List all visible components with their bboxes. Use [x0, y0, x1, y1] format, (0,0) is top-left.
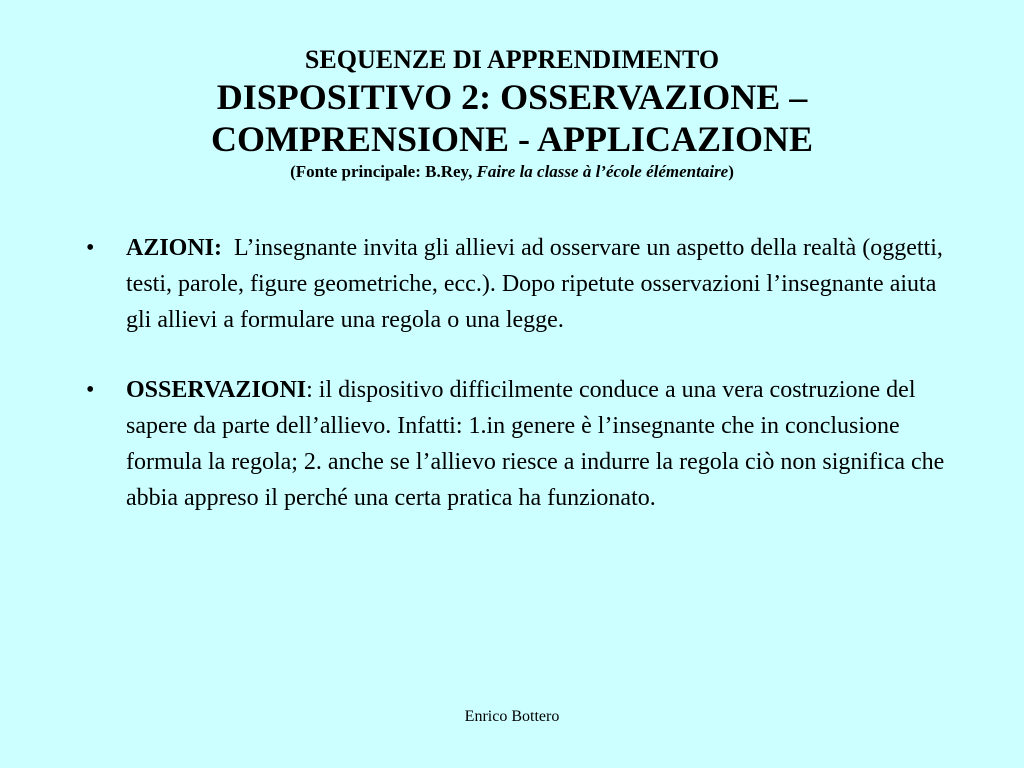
title-line-1: SEQUENZE DI APPRENDIMENTO	[304, 45, 720, 74]
bullet-text: : il dispositivo difficilmente conduce a una vera costruzione del sapere da parte dell’allievo. Infatti: 1.in genere è l’insegnante che in conclusione formula la regola; 2. anche se l’allievo riesce a indurre la regola ciò non significa che abbia appreso il perché una certa pratica ha funzionato.	[126, 377, 945, 511]
bullet-item-azioni	[86, 230, 946, 338]
source-citation	[60, 160, 964, 184]
bullet-item-osservazioni	[86, 372, 946, 516]
bullet-list	[86, 230, 946, 550]
source-book-title: Faire la classe à l’école élémentaire	[476, 162, 729, 181]
slide-title	[60, 44, 964, 184]
bullet-icon: •	[86, 377, 95, 403]
bullet-term: AZIONI:	[126, 235, 223, 261]
title-line-3: COMPRENSIONE - APPLICAZIONE	[210, 119, 814, 159]
footer-author: Enrico Bottero	[464, 708, 560, 725]
source-suffix: )	[728, 162, 734, 181]
source-prefix: (Fonte principale: B.Rey,	[290, 162, 473, 181]
bullet-icon: •	[86, 235, 95, 261]
bullet-text: L’insegnante invita gli allievi ad osservare un aspetto della realtà (oggetti, testi, parole, figure geometriche, ecc.). Dopo ripetute osservazioni l’insegnante aiuta gli allievi a formulare una regola o una legge.	[126, 235, 943, 333]
bullet-term: OSSERVAZIONI	[126, 377, 307, 403]
title-line-2: DISPOSITIVO 2: OSSERVAZIONE –	[216, 77, 808, 117]
